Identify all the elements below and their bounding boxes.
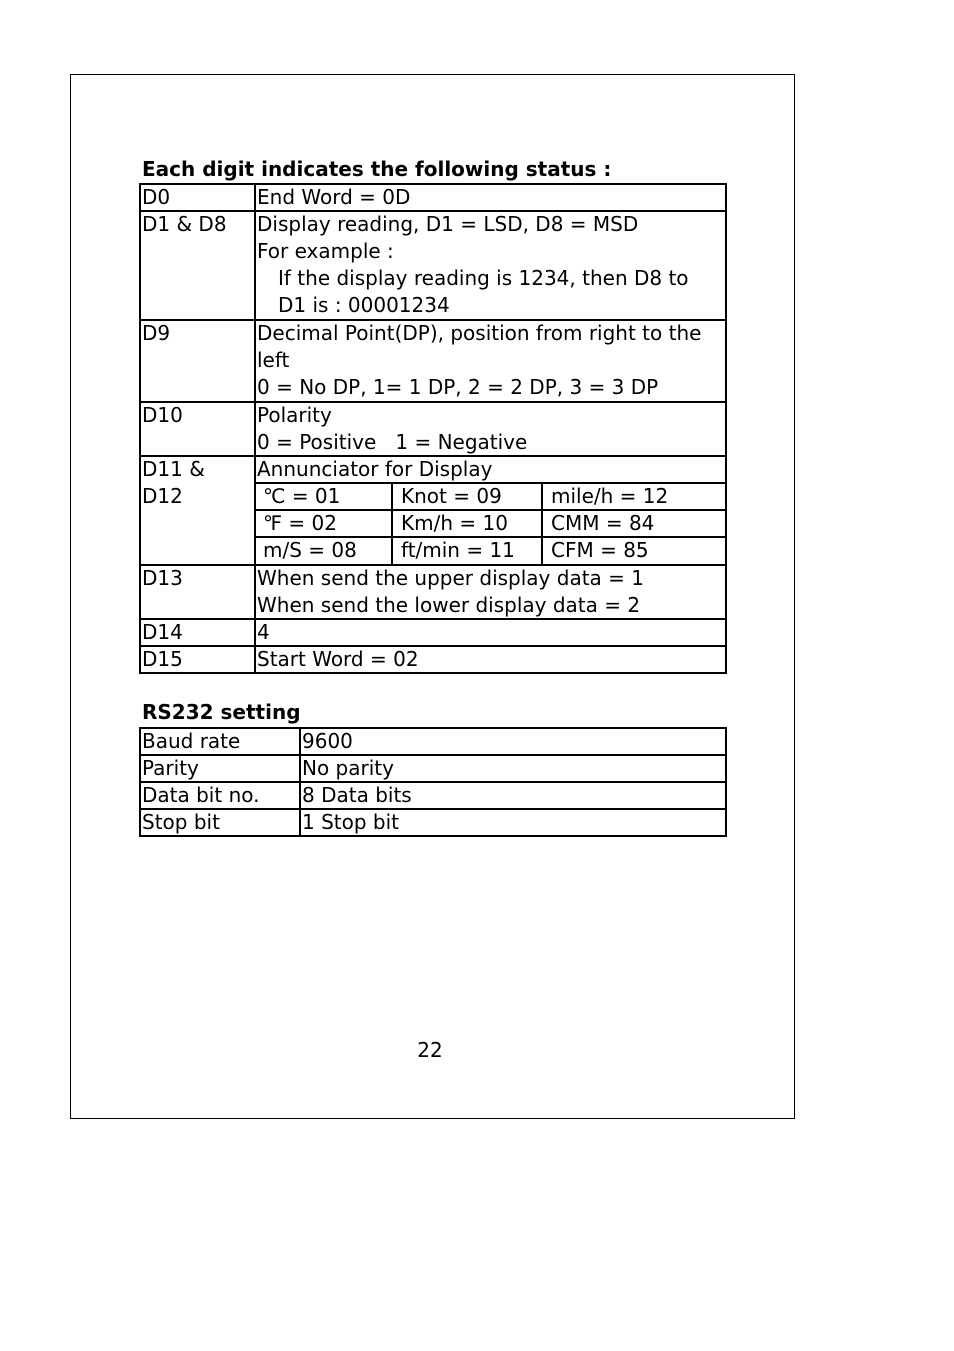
digit-description: If the display reading is 1234, then D8 to	[278, 266, 689, 290]
digit-label: D1 & D8	[142, 212, 227, 236]
rs232-heading: RS232 setting	[142, 700, 301, 724]
status-heading: Each digit indicates the following status :	[142, 157, 612, 181]
annunciator-code: Km/h = 10	[401, 511, 508, 535]
digit-label: D10	[142, 403, 183, 427]
annunciator-code: m/S = 08	[263, 538, 357, 562]
digit-label: D12	[142, 484, 183, 508]
annunciator-title: Annunciator for Display	[257, 457, 493, 481]
page-number: 22	[417, 1038, 443, 1062]
digit-label: D0	[142, 185, 171, 209]
annunciator-code: mile/h = 12	[551, 484, 669, 508]
digit-label: D11 &	[142, 457, 205, 481]
annunciator-code: ft/min = 11	[401, 538, 515, 562]
digit-description: 4	[257, 620, 270, 644]
setting-label: Data bit no.	[142, 783, 260, 807]
setting-label: Parity	[142, 756, 199, 780]
setting-label: Baud rate	[142, 729, 241, 753]
setting-value: 1 Stop bit	[302, 810, 400, 834]
digit-description: Start Word = 02	[257, 647, 419, 671]
digit-description: D1 is : 00001234	[278, 293, 450, 317]
setting-label: Stop bit	[142, 810, 220, 834]
annunciator-code: ℉ = 02	[263, 511, 337, 535]
digit-description: Polarity	[257, 403, 332, 427]
digit-description: When send the lower display data = 2	[257, 593, 641, 617]
digit-label: D14	[142, 620, 183, 644]
digit-label: D15	[142, 647, 183, 671]
digit-description: When send the upper display data = 1	[257, 566, 644, 590]
annunciator-code: CFM = 85	[551, 538, 649, 562]
annunciator-code: Knot = 09	[401, 484, 502, 508]
digit-description: 0 = No DP, 1= 1 DP, 2 = 2 DP, 3 = 3 DP	[257, 375, 659, 399]
setting-value: 8 Data bits	[302, 783, 412, 807]
digit-description: For example :	[257, 239, 394, 263]
digit-description: Decimal Point(DP), position from right to the	[257, 321, 702, 345]
digit-description: left	[257, 348, 290, 372]
setting-value: 9600	[302, 729, 353, 753]
annunciator-code: ℃ = 01	[263, 484, 341, 508]
digit-description: End Word = 0D	[257, 185, 411, 209]
digit-label: D9	[142, 321, 171, 345]
setting-value: No parity	[302, 756, 394, 780]
digit-description: Display reading, D1 = LSD, D8 = MSD	[257, 212, 639, 236]
annunciator-code: CMM = 84	[551, 511, 655, 535]
digit-label: D13	[142, 566, 183, 590]
digit-description: 0 = Positive 1 = Negative	[257, 430, 528, 454]
